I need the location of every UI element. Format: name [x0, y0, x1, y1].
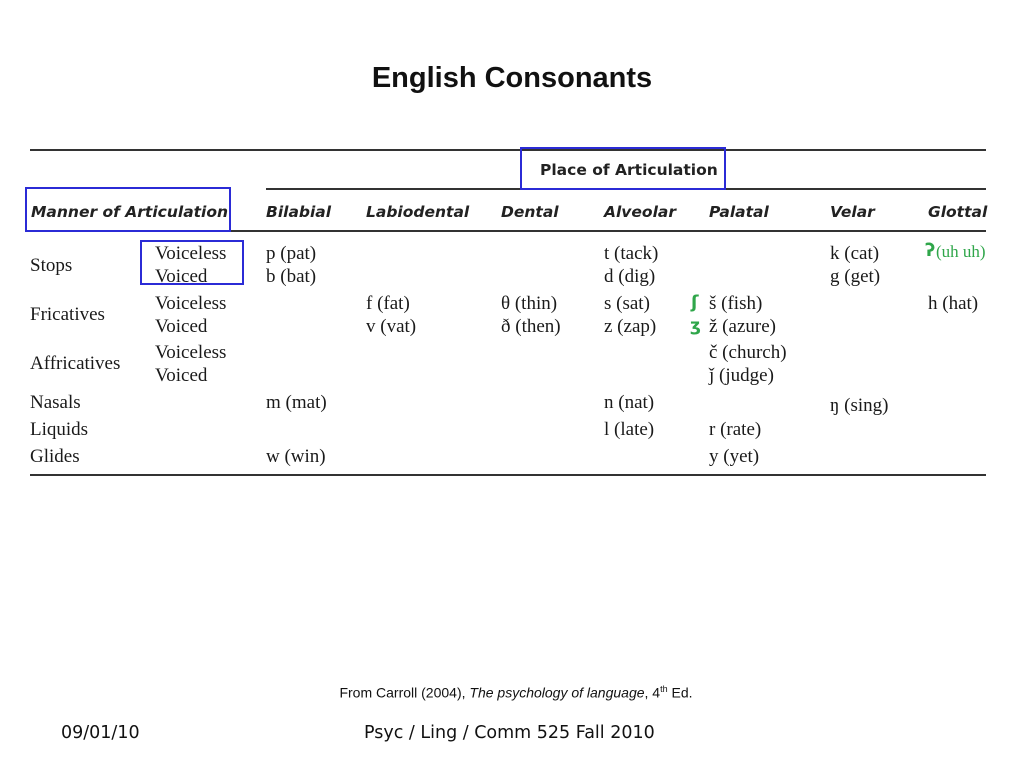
row-label-glides: Glides	[30, 446, 80, 467]
glottal-stop-note: (uh uh)	[936, 242, 986, 261]
consonant-cell: ð (then)	[501, 316, 561, 337]
col-header-alveolar: Alveolar	[604, 203, 676, 221]
voicing-label: Voiced	[155, 316, 208, 337]
footer-date: 09/01/10	[61, 723, 140, 743]
glottal-stop-ipa: ʔ	[925, 240, 936, 261]
voicing-label: Voiced	[155, 365, 208, 386]
consonant-cell: d (dig)	[604, 266, 656, 287]
table-top-rule	[30, 149, 986, 151]
consonant-cell: b (bat)	[266, 266, 317, 287]
consonant-cell: h (hat)	[928, 293, 979, 314]
consonant-cell: n (nat)	[604, 392, 655, 413]
consonant-cell: t (tack)	[604, 243, 659, 264]
row-label-nasals: Nasals	[30, 392, 81, 413]
place-of-articulation-header: Place of Articulation	[540, 161, 718, 179]
consonant-cell: v (vat)	[366, 316, 417, 337]
consonant-cell: r (rate)	[709, 419, 762, 440]
row-label-affricatives: Affricatives	[30, 353, 121, 374]
consonant-cell: ŋ (sing)	[830, 395, 889, 416]
consonant-cell: g (get)	[830, 266, 881, 287]
row-label-stops: Stops	[30, 255, 73, 276]
manner-of-articulation-header: Manner of Articulation	[31, 203, 229, 221]
consonant-cell: ǰ (judge)	[709, 365, 774, 386]
book-title: The psychology of language	[469, 684, 645, 701]
consonant-cell: š (fish)	[709, 293, 763, 314]
consonant-cell: k (cat)	[830, 243, 880, 264]
consonant-cell: p (pat)	[266, 243, 317, 264]
voicing-label: Voiceless	[155, 342, 227, 363]
voicing-label: Voiced	[155, 266, 208, 287]
source-citation: From Carroll (2004), The psychology of language, 4th Ed.	[339, 684, 693, 701]
consonant-cell: l (late)	[604, 419, 655, 440]
consonant-cell: ž (azure)	[709, 316, 776, 337]
row-label-liquids: Liquids	[30, 419, 89, 440]
col-header-bilabial: Bilabial	[266, 203, 332, 221]
ezh-ipa: ʒ	[690, 316, 701, 336]
consonant-cell: θ (thin)	[501, 293, 558, 314]
slide-title: English Consonants	[371, 62, 653, 94]
col-header-palatal: Palatal	[709, 203, 769, 221]
consonant-cell: y (yet)	[709, 446, 760, 467]
col-header-glottal: Glottal	[928, 203, 988, 221]
consonant-cell: f (fat)	[366, 293, 410, 314]
table-bottom-rule	[30, 474, 986, 476]
esh-ipa: ʃ	[691, 292, 699, 313]
consonant-cell: w (win)	[266, 446, 326, 467]
consonant-cell: m (mat)	[266, 392, 327, 413]
consonant-cell: z (zap)	[604, 316, 657, 337]
voicing-label: Voiceless	[155, 243, 227, 264]
voicing-label: Voiceless	[155, 293, 227, 314]
consonant-cell: č (church)	[709, 342, 787, 363]
col-header-labiodental: Labiodental	[366, 203, 470, 221]
col-header-velar: Velar	[830, 203, 875, 221]
row-label-fricatives: Fricatives	[30, 304, 105, 325]
consonant-cell: s (sat)	[604, 293, 650, 314]
footer-course: Psyc / Ling / Comm 525 Fall 2010	[364, 723, 655, 743]
col-header-dental: Dental	[501, 203, 559, 221]
